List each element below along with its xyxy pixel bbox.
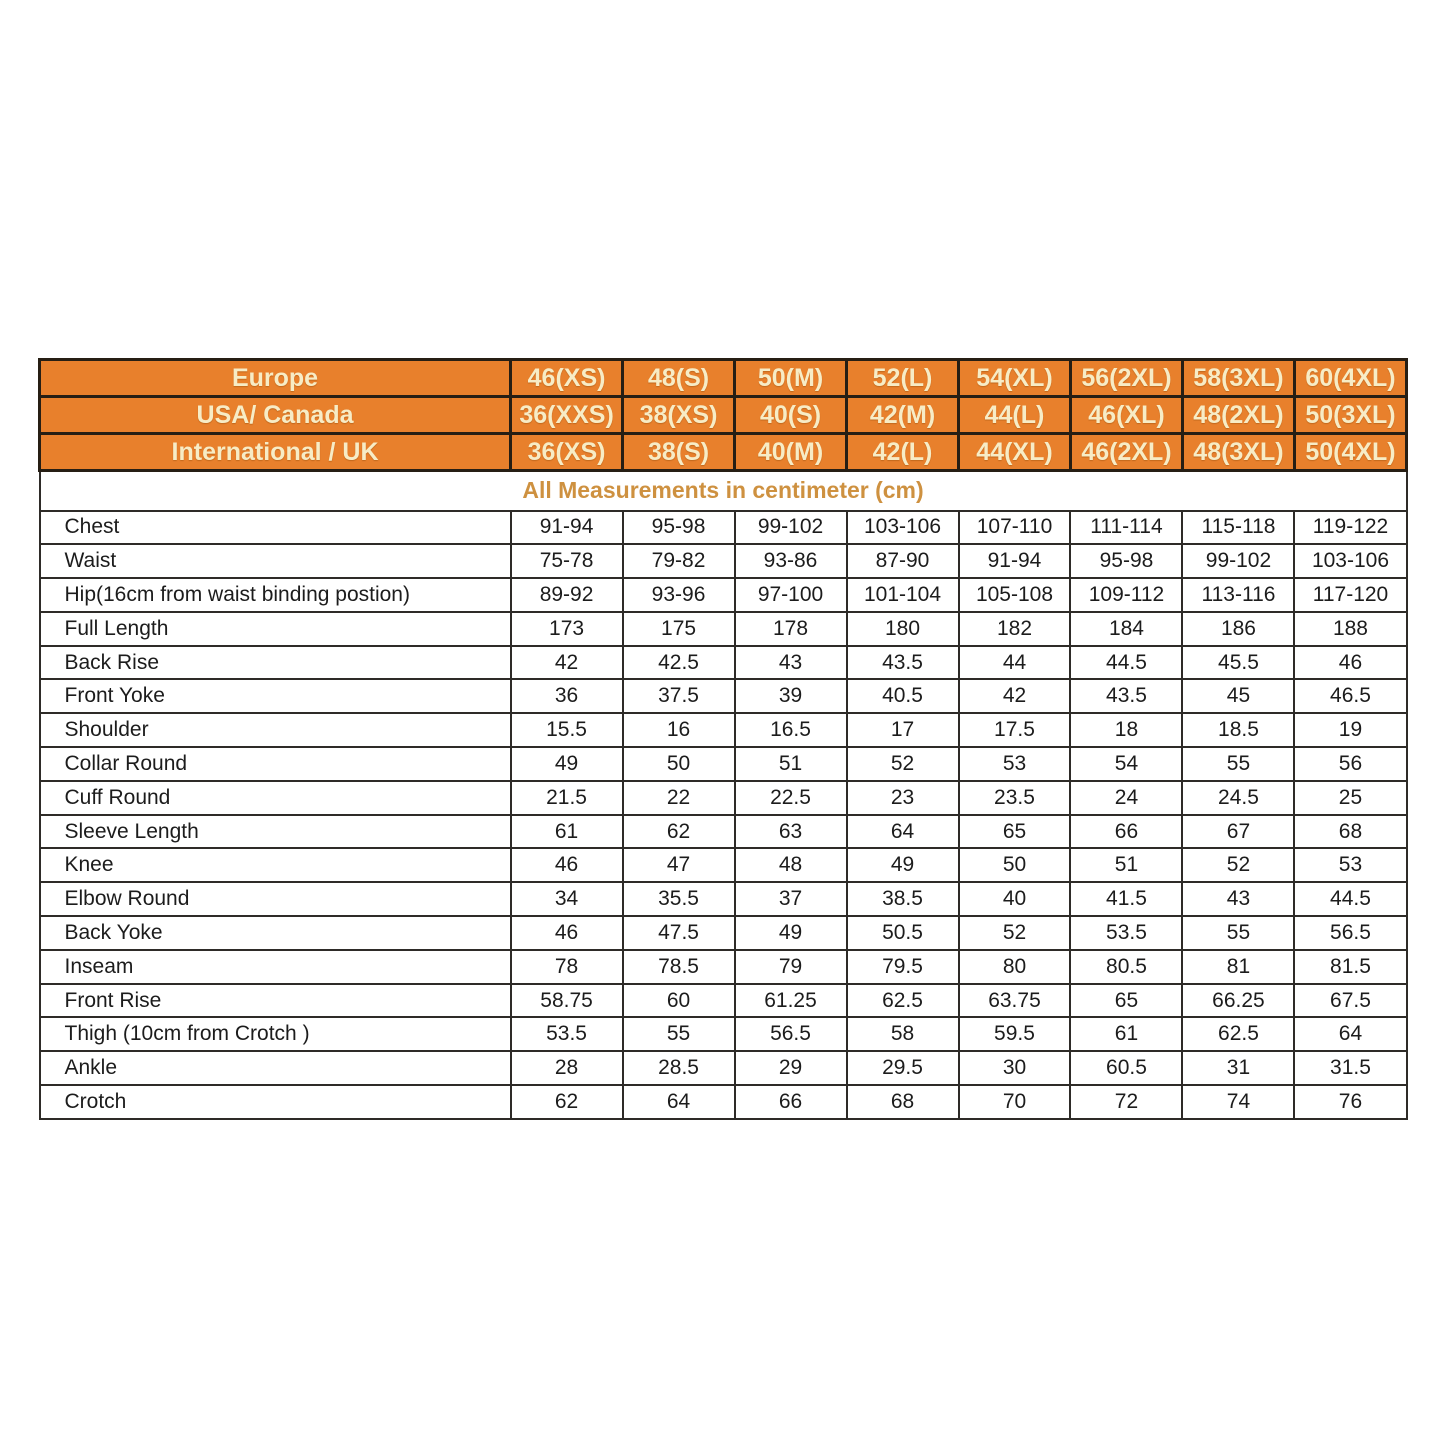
measurement-value: 87-90 [847,544,959,578]
measurement-value: 55 [1182,747,1294,781]
measurement-value: 76 [1294,1085,1406,1119]
size-cell: 50(4XL) [1294,434,1406,471]
size-cell: 52(L) [847,360,959,397]
measurement-value: 56 [1294,747,1406,781]
measurement-value: 19 [1294,713,1406,747]
measurement-value: 31 [1182,1051,1294,1085]
size-cell: 42(M) [847,397,959,434]
measurement-row [40,1017,1407,1051]
measurement-value: 52 [847,747,959,781]
units-note-row [40,471,1407,511]
measurement-value: 119-122 [1294,511,1406,545]
measurement-value: 97-100 [735,578,847,612]
measurement-value: 21.5 [511,781,623,815]
measurement-row [40,848,1407,882]
measurement-label: Inseam [40,950,511,984]
measurement-value: 15.5 [511,713,623,747]
size-cell: 40(M) [735,434,847,471]
measurement-value: 51 [735,747,847,781]
measurement-value: 37.5 [623,679,735,713]
measurement-value: 44.5 [1070,646,1182,680]
measurement-value: 101-104 [847,578,959,612]
measurement-row [40,511,1407,545]
measurement-value: 43.5 [1070,679,1182,713]
measurement-value: 64 [623,1085,735,1119]
measurement-value: 17 [847,713,959,747]
measurement-row [40,916,1407,950]
measurement-label: Back Yoke [40,916,511,950]
measurement-row [40,781,1407,815]
measurement-label: Crotch [40,1085,511,1119]
measurement-value: 58 [847,1017,959,1051]
measurement-value: 107-110 [959,511,1071,545]
measurement-value: 80 [959,950,1071,984]
measurement-value: 78 [511,950,623,984]
measurement-value: 29 [735,1051,847,1085]
measurement-label: Knee [40,848,511,882]
measurement-row [40,713,1407,747]
measurement-value: 24.5 [1182,781,1294,815]
measurement-value: 43 [735,646,847,680]
measurement-value: 68 [1294,815,1406,849]
measurement-value: 91-94 [959,544,1071,578]
measurement-value: 95-98 [623,511,735,545]
measurement-row [40,544,1407,578]
measurement-row [40,1085,1407,1119]
size-cell: 46(XL) [1070,397,1182,434]
measurement-value: 41.5 [1070,882,1182,916]
measurement-value: 35.5 [623,882,735,916]
measurement-value: 61.25 [735,984,847,1018]
measurement-value: 99-102 [1182,544,1294,578]
measurement-value: 61 [1070,1017,1182,1051]
measurement-value: 93-96 [623,578,735,612]
measurement-label: Cuff Round [40,781,511,815]
measurement-value: 117-120 [1294,578,1406,612]
measurement-value: 37 [735,882,847,916]
measurement-value: 31.5 [1294,1051,1406,1085]
measurement-value: 74 [1182,1085,1294,1119]
measurement-value: 66 [1070,815,1182,849]
measurement-value: 79.5 [847,950,959,984]
size-cell: 46(XS) [511,360,623,397]
measurement-value: 66.25 [1182,984,1294,1018]
measurement-value: 109-112 [1070,578,1182,612]
measurement-value: 48 [735,848,847,882]
measurement-value: 78.5 [623,950,735,984]
size-cell: 46(2XL) [1070,434,1182,471]
measurement-value: 53 [1294,848,1406,882]
measurement-label: Chest [40,511,511,545]
measurement-value: 113-116 [1182,578,1294,612]
size-cell: 42(L) [847,434,959,471]
measurement-value: 43.5 [847,646,959,680]
size-cell: 56(2XL) [1070,360,1182,397]
size-cell: 38(XS) [623,397,735,434]
size-system-label: Europe [40,360,511,397]
measurement-value: 175 [623,612,735,646]
measurement-value: 55 [623,1017,735,1051]
measurement-value: 180 [847,612,959,646]
measurement-row [40,984,1407,1018]
units-note: All Measurements in centimeter (cm) [40,471,1407,511]
measurement-value: 18 [1070,713,1182,747]
measurement-value: 22 [623,781,735,815]
size-system-label: International / UK [40,434,511,471]
measurement-value: 62 [511,1085,623,1119]
measurement-value: 52 [1182,848,1294,882]
measurement-value: 47 [623,848,735,882]
measurement-value: 103-106 [847,511,959,545]
measurement-value: 49 [511,747,623,781]
measurement-value: 62.5 [847,984,959,1018]
measurement-label: Ankle [40,1051,511,1085]
measurement-value: 186 [1182,612,1294,646]
measurement-value: 46 [1294,646,1406,680]
measurement-value: 64 [847,815,959,849]
size-cell: 36(XXS) [511,397,623,434]
measurement-value: 173 [511,612,623,646]
measurement-value: 16.5 [735,713,847,747]
measurement-value: 68 [847,1085,959,1119]
measurement-row [40,882,1407,916]
measurement-value: 56.5 [1294,916,1406,950]
measurement-row [40,646,1407,680]
measurement-value: 115-118 [1182,511,1294,545]
measurement-value: 72 [1070,1085,1182,1119]
measurement-value: 65 [959,815,1071,849]
size-cell: 40(S) [735,397,847,434]
measurement-value: 60 [623,984,735,1018]
measurement-value: 89-92 [511,578,623,612]
measurement-value: 38.5 [847,882,959,916]
measurement-value: 50 [959,848,1071,882]
size-cell: 58(3XL) [1182,360,1294,397]
measurement-label: Shoulder [40,713,511,747]
size-cell: 48(S) [623,360,735,397]
measurement-value: 30 [959,1051,1071,1085]
size-cell: 38(S) [623,434,735,471]
measurement-value: 39 [735,679,847,713]
measurement-value: 50 [623,747,735,781]
measurement-label: Elbow Round [40,882,511,916]
measurement-value: 99-102 [735,511,847,545]
size-system-row [40,434,1407,471]
measurement-value: 80.5 [1070,950,1182,984]
measurement-value: 16 [623,713,735,747]
measurement-value: 40 [959,882,1071,916]
measurement-value: 25 [1294,781,1406,815]
measurement-value: 66 [735,1085,847,1119]
measurement-value: 42 [959,679,1071,713]
measurement-value: 44.5 [1294,882,1406,916]
measurement-value: 60.5 [1070,1051,1182,1085]
measurement-value: 51 [1070,848,1182,882]
measurement-label: Collar Round [40,747,511,781]
measurement-value: 46.5 [1294,679,1406,713]
measurement-label: Waist [40,544,511,578]
measurement-value: 44 [959,646,1071,680]
measurement-value: 34 [511,882,623,916]
measurement-value: 79 [735,950,847,984]
measurement-value: 81 [1182,950,1294,984]
measurement-value: 105-108 [959,578,1071,612]
measurement-row [40,950,1407,984]
measurement-label: Sleeve Length [40,815,511,849]
measurement-value: 28 [511,1051,623,1085]
measurement-value: 79-82 [623,544,735,578]
measurement-value: 49 [847,848,959,882]
measurement-value: 182 [959,612,1071,646]
measurement-value: 59.5 [959,1017,1071,1051]
measurement-value: 70 [959,1085,1071,1119]
size-chart-container [38,358,1408,1120]
measurement-value: 63.75 [959,984,1071,1018]
measurement-value: 24 [1070,781,1182,815]
measurement-row [40,679,1407,713]
size-cell: 60(4XL) [1294,360,1406,397]
measurement-value: 62.5 [1182,1017,1294,1051]
measurement-value: 18.5 [1182,713,1294,747]
measurement-value: 47.5 [623,916,735,950]
measurement-value: 75-78 [511,544,623,578]
measurement-label: Full Length [40,612,511,646]
measurement-value: 63 [735,815,847,849]
measurement-value: 28.5 [623,1051,735,1085]
measurement-value: 61 [511,815,623,849]
measurement-label: Hip(16cm from waist binding postion) [40,578,511,612]
measurement-label: Thigh (10cm from Crotch ) [40,1017,511,1051]
measurement-value: 42.5 [623,646,735,680]
measurement-value: 93-86 [735,544,847,578]
size-cell: 36(XS) [511,434,623,471]
measurement-value: 58.75 [511,984,623,1018]
size-cell: 48(2XL) [1182,397,1294,434]
measurement-value: 65 [1070,984,1182,1018]
measurement-row [40,612,1407,646]
measurement-value: 36 [511,679,623,713]
size-system-row [40,360,1407,397]
measurement-row [40,1051,1407,1085]
measurement-value: 54 [1070,747,1182,781]
measurement-value: 17.5 [959,713,1071,747]
measurement-value: 62 [623,815,735,849]
measurement-value: 23 [847,781,959,815]
measurement-value: 67.5 [1294,984,1406,1018]
measurement-value: 53.5 [1070,916,1182,950]
measurement-value: 23.5 [959,781,1071,815]
measurement-value: 64 [1294,1017,1406,1051]
measurement-label: Back Rise [40,646,511,680]
measurement-value: 53.5 [511,1017,623,1051]
measurement-row [40,578,1407,612]
size-system-label: USA/ Canada [40,397,511,434]
measurement-value: 67 [1182,815,1294,849]
measurement-value: 95-98 [1070,544,1182,578]
measurement-value: 184 [1070,612,1182,646]
measurement-value: 52 [959,916,1071,950]
size-cell: 50(3XL) [1294,397,1406,434]
measurement-value: 53 [959,747,1071,781]
size-cell: 44(L) [959,397,1071,434]
size-chart-table [38,358,1408,1120]
measurement-value: 40.5 [847,679,959,713]
measurement-value: 81.5 [1294,950,1406,984]
measurement-value: 55 [1182,916,1294,950]
size-cell: 54(XL) [959,360,1071,397]
measurement-value: 29.5 [847,1051,959,1085]
measurement-row [40,747,1407,781]
size-cell: 44(XL) [959,434,1071,471]
measurement-value: 46 [511,916,623,950]
measurement-value: 49 [735,916,847,950]
measurement-value: 22.5 [735,781,847,815]
measurement-value: 178 [735,612,847,646]
measurement-value: 43 [1182,882,1294,916]
measurement-label: Front Yoke [40,679,511,713]
measurement-value: 45.5 [1182,646,1294,680]
measurement-value: 188 [1294,612,1406,646]
measurement-value: 103-106 [1294,544,1406,578]
size-system-row [40,397,1407,434]
size-cell: 50(M) [735,360,847,397]
measurement-row [40,815,1407,849]
measurement-value: 91-94 [511,511,623,545]
measurement-value: 56.5 [735,1017,847,1051]
measurement-value: 46 [511,848,623,882]
measurement-value: 42 [511,646,623,680]
measurement-value: 50.5 [847,916,959,950]
measurement-label: Front Rise [40,984,511,1018]
measurement-value: 111-114 [1070,511,1182,545]
measurement-value: 45 [1182,679,1294,713]
size-cell: 48(3XL) [1182,434,1294,471]
